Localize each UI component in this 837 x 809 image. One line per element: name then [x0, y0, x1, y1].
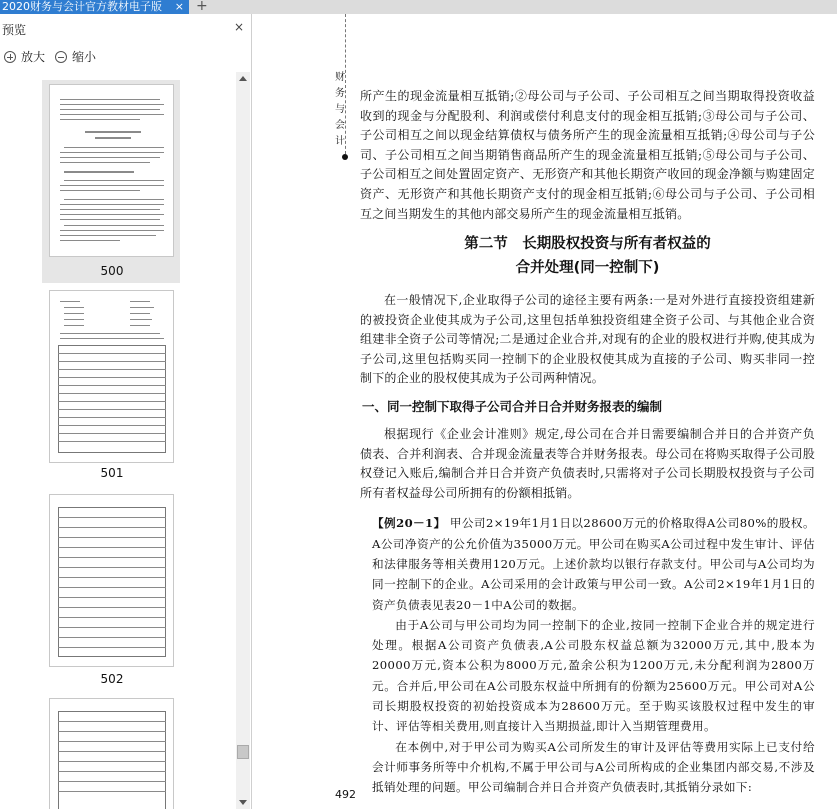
intro-paragraph: 所产生的现金流量相互抵销;②母公司与子公司、子公司相互之间当期取得投资收益收到的现金与分配股利、利润或偿付利息支付的现金相互抵销;③母公司与子公司、子公司相互之间以现金结算债权与债务所产生的现金流量相互抵销;④母公司与子公司、子公司相互之间当期销售商品所产生的现金流量相互抵销;⑤母公司与子公司、子公司相互之间处置固定资产、无形资产和其他长期资产收回的现金净额与购建固定资产、无形资产和其他长期资产支付的现金相互抵销;⑥母公司与子公司、子公司相互之间当期发生的其他内部交易所产生的现金流量相互抵销。	[360, 89, 815, 221]
subsection-heading: 一、同一控制下取得子公司合并日合并财务报表的编制	[362, 398, 663, 414]
zoom-in-label: 放大	[21, 50, 46, 64]
scroll-down-icon[interactable]	[239, 800, 247, 805]
thumbnail-item[interactable]	[42, 698, 182, 809]
zoom-in-icon	[4, 51, 16, 63]
thumbnail-label: 500	[100, 264, 124, 278]
thumbnail-scrollbar[interactable]	[236, 72, 250, 809]
section-title-line: 合并处理(同一控制下)	[515, 260, 660, 276]
section-title	[360, 232, 815, 280]
running-header: 财务与会计	[335, 72, 345, 147]
page-thumbnail	[49, 290, 174, 463]
tab-bar	[0, 0, 837, 14]
page-body	[360, 291, 815, 798]
margin-dot	[342, 154, 348, 160]
thumbnail-label: 502	[100, 672, 124, 686]
zoom-out-button[interactable]	[55, 48, 96, 65]
page-number: 492	[335, 788, 356, 801]
example-paragraph	[360, 513, 815, 614]
example-label: 【例20－1】	[372, 516, 446, 531]
page-thumbnail	[49, 494, 174, 667]
example-paragraph: 在本例中,对于甲公司为购买A公司所发生的审计及评估等费用实际上已支付给会计师事务所等中介机构,不属于甲公司与A公司所构成的企业集团内部交易,不涉及抵销处理的问题。甲公司编制合并日合并资产负债表时,其抵销分录如下:	[372, 739, 815, 795]
page-content	[360, 87, 815, 224]
document-tab[interactable]	[0, 0, 189, 14]
thumbnail-item[interactable]	[42, 80, 180, 283]
thumbnail-list	[0, 72, 236, 809]
zoom-out-icon	[55, 51, 67, 63]
body-paragraph: 根据现行《企业会计准则》规定,母公司在合并日需要编制合并日的合并资产负债表、合并利润表、合并现金流量表等合并财务报表。母公司在将购买取得子公司股权登记入账后,编制合并日合并资产负债表时,只需将对子公司长期股权投资与子公司所有者权益母公司所拥有的份额相抵销。	[360, 426, 815, 500]
zoom-in-button[interactable]	[4, 48, 45, 65]
page-thumbnail	[49, 84, 174, 257]
preview-panel	[0, 14, 252, 809]
zoom-out-label: 缩小	[72, 50, 97, 64]
zoom-toolbar	[4, 48, 106, 65]
scrollbar-handle[interactable]	[237, 745, 249, 759]
thumbnail-label: 501	[100, 466, 124, 480]
panel-close-icon[interactable]: ×	[234, 20, 245, 34]
tab-close-icon[interactable]: ×	[174, 0, 184, 13]
thumbnail-item[interactable]	[42, 494, 182, 694]
example-text: 甲公司2×19年1月1日以28600万元的价格取得A公司80%的股权。A公司净资产的公允价值为35000万元。甲公司在购买A公司过程中发生审计、评估和法律服务等相关费用120万元。上述价款均以银行存款支付。甲公司与A公司均为同一控制下的企业。A公司采用的会计政策与甲公司一致。A公司2×19年1月1日的资产负债表见表20－1中A公司的数据。	[372, 516, 815, 612]
scroll-up-icon[interactable]	[239, 76, 247, 81]
example-paragraph: 由于A公司与甲公司均为同一控制下的企业,按同一控制下企业合并的规定进行处理。根据A公司资产负债表,A公司股东权益总额为32000万元,其中,股本为20000万元,资本公积为8000万元,盈余公积为1200万元,未分配利润为2800万元。合并后,甲公司在A公司股东权益中所拥有的份额为25600万元。甲公司对A公司长期股权投资的初始投资成本为28600万元。至于购买该股权过程中发生的审计、评估等相关费用,则直接计入当期损益,即计入当期管理费用。	[372, 617, 815, 734]
body-paragraph: 在一般情况下,企业取得子公司的途径主要有两条:一是对外进行直接投资组建新的被投资企业使其成为子公司,这里包括单独投资组建全资子公司、与其他企业合资组建非全资子公司等情况;二是通过企业合并,对现有的企业的股权进行并购,使其成为子公司,这里包括购买同一控制下的企业股权使其成为直接的子公司、购买非同一控制下的企业的股权使其成为子公司两种情况。	[360, 293, 815, 386]
page-thumbnail	[49, 698, 174, 809]
section-title-line: 第二节 长期股权投资与所有者权益的	[464, 236, 711, 252]
thumbnail-item[interactable]	[42, 290, 182, 490]
tab-title: 2020财务与会计官方教材电子版	[2, 0, 162, 13]
panel-title: 预览	[2, 23, 27, 37]
new-tab-icon[interactable]: +	[196, 0, 208, 14]
